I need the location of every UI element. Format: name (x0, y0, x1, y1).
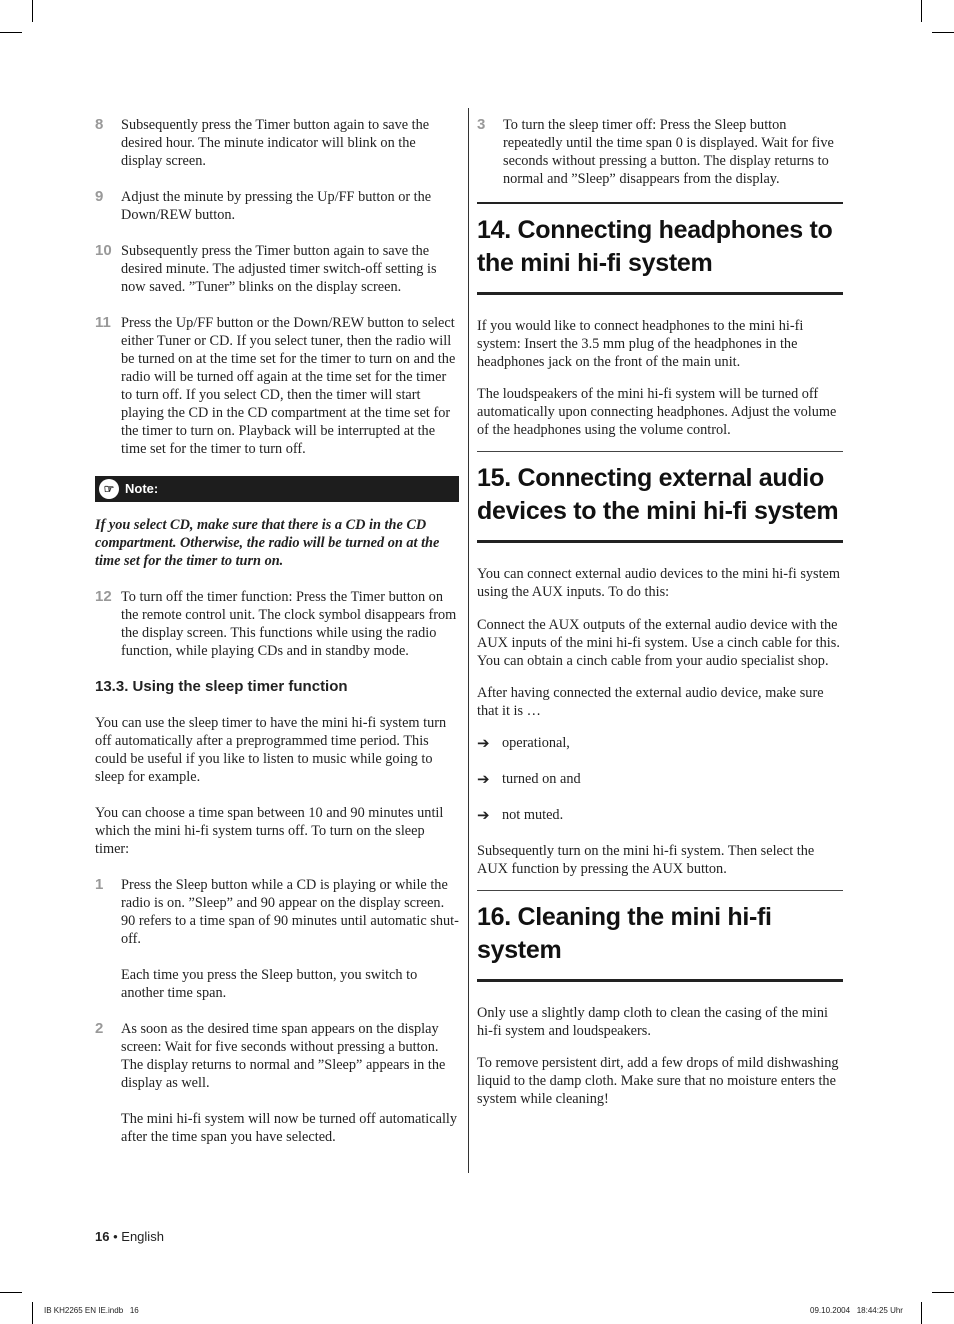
print-slug-file: IB KH2265 EN IE.indb 16 (44, 1306, 139, 1315)
crop-mark (0, 32, 22, 33)
hand-pointing-icon: ☞ (99, 479, 119, 499)
step-text: Each time you press the Sleep button, you switch to another time span. (121, 967, 418, 1001)
step-number: 2 (95, 1020, 104, 1037)
list-item (477, 770, 843, 788)
step-text: The mini hi-fi system will now be turned off automatically after the time span you have selected. (121, 1111, 458, 1145)
paragraph: To remove persistent dirt, add a few drops of mild dishwashing liquid to the damp cloth. Make sure that no moisture enters the system while cleaning! (477, 1055, 839, 1108)
paragraph: Subsequently turn on the mini hi-fi system. Then select the AUX function by pressing the AUX button. (477, 843, 815, 878)
step-1 (95, 876, 459, 1002)
arrow-right-icon: ➔ (477, 734, 490, 753)
footer-language: English (121, 1229, 164, 1244)
section-title: 16. Cleaning the mini hi-fi system (477, 903, 772, 965)
page-footer (95, 1229, 164, 1244)
paragraph: You can use the sleep timer to have the mini hi-fi system turn off automatically after a preprogrammed time period. This could be useful if you like to listen to music while going to sleep for example. (95, 715, 447, 785)
step-3 (477, 116, 843, 188)
heading-rule (477, 979, 843, 982)
section-14 (477, 202, 843, 439)
section-15 (477, 451, 843, 878)
step-12 (95, 588, 459, 660)
heading-rule (477, 540, 843, 543)
paragraph: After having connected the external audio device, make sure that it is … (477, 684, 824, 719)
step-text: To turn off the timer function: Press the Timer button on the remote control unit. The clock symbol disappears from the display screen. This functions while using the radio function, while playing CDs and in standby mode. (121, 589, 457, 659)
step-text: To turn the sleep timer off: Press the Sleep button repeatedly until the time span 0 is displayed. Wait for five seconds without pressing a button. The display returns to normal and ”Sleep” disappears from the display. (503, 117, 834, 187)
step-8 (95, 116, 459, 170)
step-text: Subsequently press the Timer button again to save the desired minute. The adjusted timer switch-off setting is now saved. ”Tuner” blinks on the display screen. (121, 243, 437, 295)
crop-mark (32, 1302, 33, 1324)
list-item (477, 734, 843, 752)
list-item-text: operational, (502, 735, 570, 752)
step-11 (95, 314, 459, 458)
page-number: 16 (95, 1229, 110, 1244)
step-number: 8 (95, 116, 104, 133)
step-text: Adjust the minute by pressing the Up/FF button or the Down/REW button. (121, 189, 432, 223)
note-label: Note: (125, 481, 159, 496)
list-item-text: not muted. (502, 807, 564, 824)
paragraph: Connect the AUX outputs of the external audio device with the AUX inputs of the mini hi-fi system. Use a cinch cable for this. You can obtain a cinch cable from your audio specialist shop. (477, 616, 840, 669)
step-number: 3 (477, 116, 486, 133)
footer-separator: • (113, 1229, 118, 1244)
paragraph: Only use a slightly damp cloth to clean the casing of the mini hi-fi system and loudspeakers. (477, 1005, 828, 1040)
print-slug-date: 09.10.2004 18:44:25 Uhr (810, 1306, 903, 1315)
right-column (477, 116, 843, 1123)
crop-mark (32, 0, 33, 22)
crop-mark (932, 1292, 954, 1293)
paragraph: You can connect external audio devices to the mini hi-fi system using the AUX inputs. To do this: (477, 566, 841, 601)
section-16 (477, 890, 843, 1108)
paragraph: If you would like to connect headphones to the mini hi-fi system: Insert the 3.5 mm plug of the headphones in the headphones jack on the front of the main unit. (477, 318, 804, 370)
crop-mark (0, 1292, 22, 1293)
step-2 (95, 1020, 459, 1146)
column-divider (468, 108, 469, 1173)
paragraph: The loudspeakers of the mini hi-fi system will be turned off automatically upon connecting headphones. Adjust the volume of the headphones using the volume control. (477, 386, 837, 439)
step-text: Press the Sleep button while a CD is playing or while the radio is on. ”Sleep” and 90 appear on the display screen. 90 refers to a time span of 90 minutes until automatic shut-off. (121, 877, 459, 947)
section-title: 14. Connecting headphones to the mini hi-fi system (477, 216, 833, 277)
step-text: Press the Up/FF button or the Down/REW button to select either Tuner or CD. If you select tuner, then the radio will be turned on at the time set for the timer to turn on and the radio will be turned off again at the time set for the timer to turn off. If you select CD, then the timer will start playing the CD in the CD compartment at the time set for the timer to turn on. Playback will be interrupted at the time set for the timer to turn off. (121, 315, 456, 457)
left-column (95, 116, 459, 1164)
crop-mark (921, 0, 922, 22)
section-title: 15. Connecting external audio devices to the mini hi-fi system (477, 464, 839, 526)
heading-rule (477, 292, 843, 295)
step-number: 9 (95, 188, 104, 205)
note-text: If you select CD, make sure that there is a CD in the CD compartment. Otherwise, the radio will be turned on at the time set for the timer to turn on. (95, 517, 440, 569)
crop-mark (921, 1302, 922, 1324)
step-number: 10 (95, 242, 112, 259)
step-10 (95, 242, 459, 296)
arrow-right-icon: ➔ (477, 770, 490, 789)
step-number: 11 (95, 314, 111, 331)
step-number: 1 (95, 876, 104, 893)
step-text: As soon as the desired time span appears on the display screen: Wait for five seconds without pressing a button. The display returns to normal and ”Sleep” appears in the display as well. (121, 1021, 446, 1091)
step-number: 12 (95, 588, 112, 605)
list-item (477, 806, 843, 824)
paragraph: You can choose a time span between 10 and 90 minutes until which the mini hi-fi system turns off. To turn on the sleep timer: (95, 805, 444, 857)
crop-mark (932, 32, 954, 33)
subsection-heading: 13.3. Using the sleep timer function (95, 678, 348, 695)
step-text: Subsequently press the Timer button again to save the desired hour. The minute indicator will blink on the display screen. (121, 117, 430, 169)
step-9 (95, 188, 459, 224)
list-item-text: turned on and (502, 771, 581, 788)
note-bar (95, 476, 459, 502)
arrow-right-icon: ➔ (477, 806, 490, 825)
